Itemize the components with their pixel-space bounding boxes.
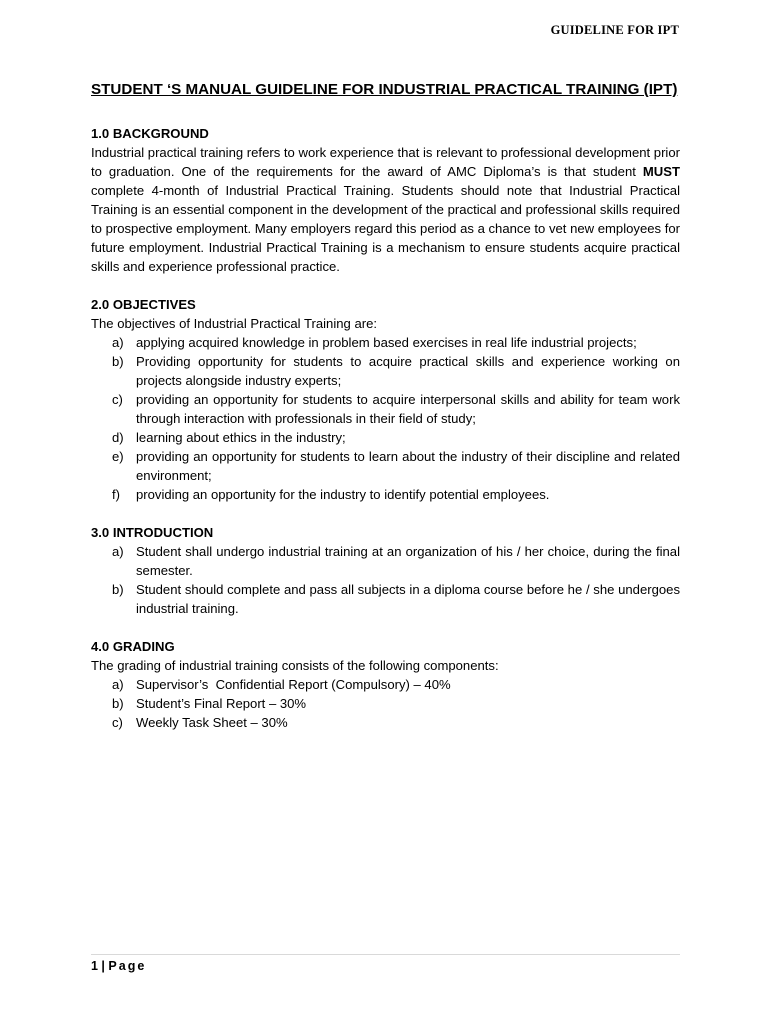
list-item-text: providing an opportunity for students to learn about the industry of their discipline and related environment; (136, 449, 680, 483)
background-text-part-2: complete 4-month of Industrial Practical Training. Students should note that Industrial Practical Training is an essential component in the development of the practical and professional skills required to prospective employment. Many employers regard this period as a chance to vet new employees for future employment. Industrial Practical Training is a mechanism to ensure students acquire practical skills and experience professional practice. (91, 183, 680, 274)
section-heading: 2.0 OBJECTIVES (91, 297, 196, 312)
footer-divider (91, 954, 680, 955)
list-marker: e) (112, 449, 124, 464)
section-heading: 3.0 INTRODUCTION (91, 525, 214, 540)
section-heading: 1.0 BACKGROUND (91, 126, 209, 141)
objectives-lead: The objectives of Industrial Practical Training are: (91, 316, 378, 331)
list-marker: c) (112, 392, 123, 407)
list-item-text: applying acquired knowledge in problem based exercises in real life industrial projects; (136, 335, 637, 350)
list-item (91, 694, 680, 713)
list-item-text: Supervisor’s Confidential Report (Compulsory) – 40% (136, 677, 451, 692)
list-marker: a) (112, 335, 124, 350)
document-body (91, 80, 680, 751)
list-item-text: Student shall undergo industrial training at an organization of his / her choice, during the final semester. (136, 544, 680, 578)
list-item (91, 390, 680, 428)
page-number: 1 (91, 959, 98, 973)
list-item-text: Student’s Final Report – 30% (136, 696, 307, 711)
section-grading (91, 637, 680, 732)
list-item (91, 352, 680, 390)
list-item (91, 542, 680, 580)
document-title: STUDENT ‘S MANUAL GUIDELINE FOR INDUSTRIAL PRACTICAL TRAINING (IPT) (91, 81, 678, 98)
list-marker: c) (112, 715, 123, 730)
grading-list (91, 675, 680, 732)
list-item (91, 447, 680, 485)
section-objectives (91, 295, 680, 504)
background-text-part-1: Industrial practical training refers to work experience that is relevant to professional development prior to graduation. One of the requirements for the award of AMC Diploma’s is that student (91, 145, 680, 179)
emphasis-must: MUST (642, 164, 680, 179)
list-marker: a) (112, 677, 124, 692)
grading-lead: The grading of industrial training consists of the following components: (91, 658, 499, 673)
list-marker: b) (112, 582, 124, 597)
running-header: GUIDELINE FOR IPT (550, 23, 679, 37)
list-item (91, 428, 680, 447)
list-item-text: providing an opportunity for students to acquire interpersonal skills and ability for team work through interaction with professionals in their field of study; (136, 392, 680, 426)
section-heading: 4.0 GRADING (91, 639, 175, 654)
list-marker: b) (112, 354, 124, 369)
section-background (91, 124, 680, 276)
list-item (91, 580, 680, 618)
list-item-text: Student should complete and pass all subjects in a diploma course before he / she undergoes industrial training. (136, 582, 680, 616)
page-separator: | (97, 959, 109, 973)
page-label: Page (108, 959, 147, 973)
section-introduction (91, 523, 680, 618)
list-marker: a) (112, 544, 124, 559)
background-paragraph (91, 143, 680, 276)
list-item-text: providing an opportunity for the industry to identify potential employees. (136, 487, 550, 502)
list-marker: b) (112, 696, 124, 711)
objectives-list (91, 333, 680, 504)
list-marker: d) (112, 430, 124, 445)
list-item (91, 675, 680, 694)
list-item (91, 485, 680, 504)
list-item (91, 713, 680, 732)
list-item-text: Weekly Task Sheet – 30% (136, 715, 288, 730)
page-footer (91, 957, 146, 975)
list-item (91, 333, 680, 352)
list-item-text: learning about ethics in the industry; (136, 430, 346, 445)
list-marker: f) (112, 487, 120, 502)
list-item-text: Providing opportunity for students to acquire practical skills and experience working on projects alongside industry experts; (136, 354, 680, 388)
introduction-list (91, 542, 680, 618)
